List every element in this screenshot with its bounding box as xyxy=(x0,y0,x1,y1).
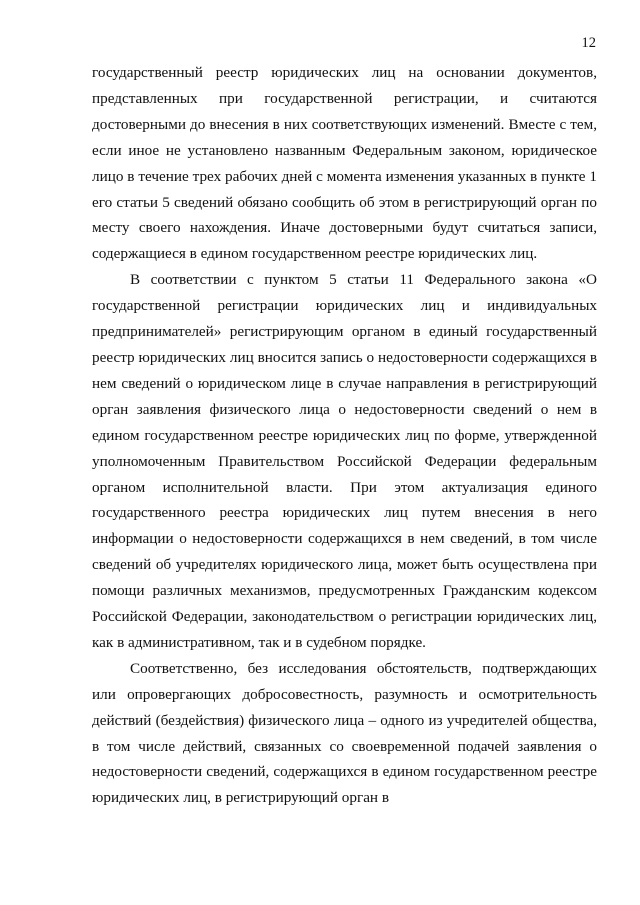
paragraph-accordingly: Соответственно, без исследования обстоятельств, подтверждающих или опровергающих добросовестность, разумность и осмотрительность действий (бездействия) физического лица – одного из учредителей общества, в том числе действий, связанных со своевременной подачей заявления о недостоверности сведений, содержащихся в едином государственном реестре юридических лиц, в регистрирующий орган в xyxy=(92,659,597,807)
paragraph-article-11: В соответствии с пунктом 5 статьи 11 Федерального закона «О государственной регистрации юридических лиц и индивидуальных предпринимателей» регистрирующим органом в единый государственный реестр юридических лиц вносится запись о недостоверности содержащихся в нем сведений о юридическом лице в случае направления в регистрирующий орган заявления физического лица о недостоверности сведений о нем в едином государственном реестре юридических лиц по форме, утвержденной уполномоченным Правительством Российской Федерации федеральным органом исполнительной власти. При этом актуализация единого государственного реестра юридических лиц путем внесения в него информации о недостоверности содержащихся в нем сведений, в том числе сведений об учредителях юридического лица, может быть осуществлена при помощи различных механизмов, предусмотренных Гражданским кодексом Российской Федерации, законодательством о регистрации юридических лиц, как в административном, так и в судебном порядке. xyxy=(92,271,597,651)
page-number: 12 xyxy=(581,35,596,51)
body-text xyxy=(92,60,597,811)
paragraph-continuation: государственный реестр юридических лиц на основании документов, представленных при государственной регистрации, и считаются достоверными до внесения в них соответствующих изменений. Вместе с тем, если иное не установлено названным Федеральным законом, юридическое лицо в течение трех рабочих дней с момента изменения указанных в пункте 1 его статьи 5 сведений обязано сообщить об этом в регистрирующий орган по месту своего нахождения. Иначе достоверными будут считаться записи, содержащиеся в едином государственном реестре юридических лиц. xyxy=(92,64,597,263)
